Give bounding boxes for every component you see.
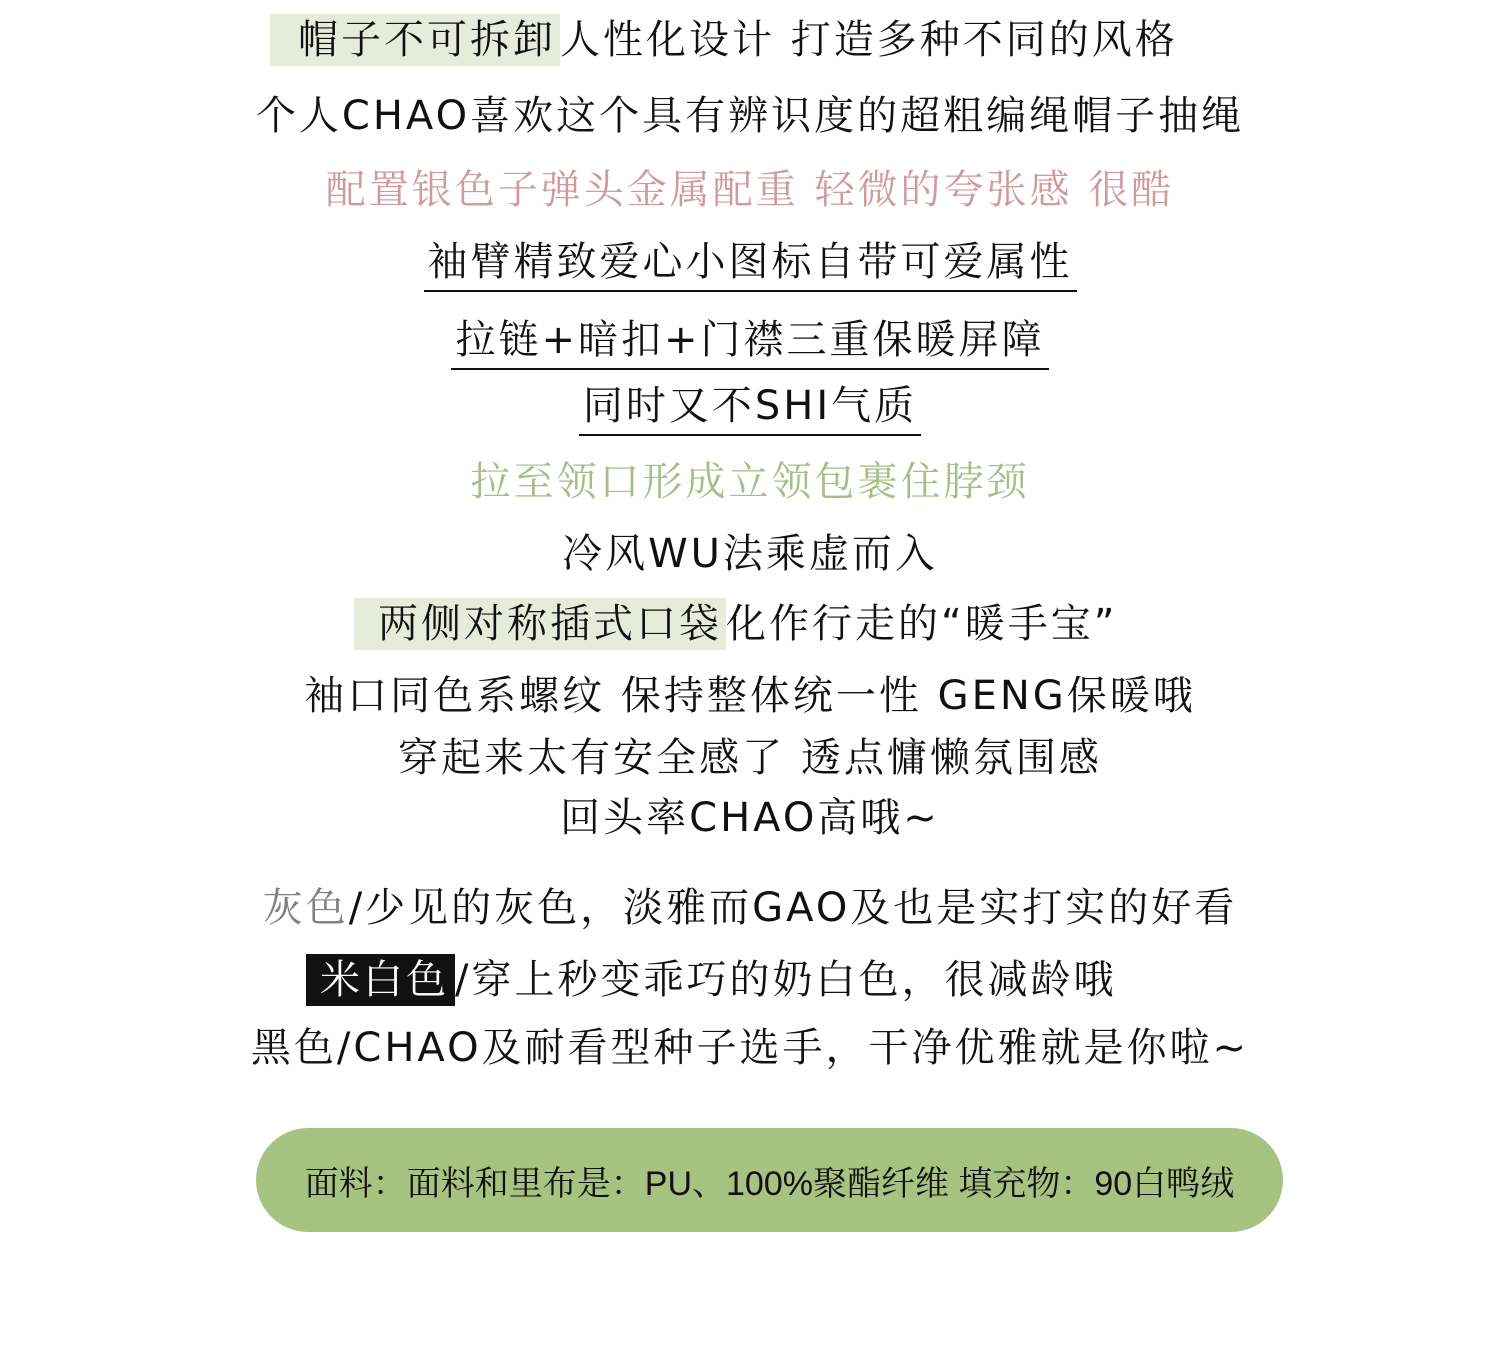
material-info-pill [256, 1128, 1283, 1232]
pockets-text: 化作行走的“暖手宝” [726, 601, 1118, 647]
feature-line-sleeve-icon [0, 236, 1500, 292]
temperament-text: 同时又不SHI气质 [579, 380, 921, 436]
feature-line-metal-weight: 配置银色子弹头金属配重 轻微的夸张感 很酷 [325, 167, 1175, 213]
feature-line-security: 穿起来太有安全感了 透点慵懒氛围感 [398, 735, 1102, 781]
material-info-text: 面料：面料和里布是：PU、100%聚酯纤维 填充物：90白鸭绒 [304, 1164, 1235, 1203]
color-line-gray [0, 882, 1500, 934]
feature-line-temperament [0, 380, 1500, 436]
highlight-hood-detachable: 帽子不可拆卸 [270, 14, 560, 66]
zipper-text: 拉链+暗扣+门襟三重保暖屏障 [451, 314, 1048, 370]
feature-line-wind: 冷风WU法乘虚而入 [562, 531, 938, 577]
color-name-gray: 灰色 [262, 885, 349, 931]
hood-design-text: 人性化设计 打造多种不同的风格 [560, 17, 1178, 63]
sleeve-icon-text: 袖臂精致爱心小图标自带可爱属性 [424, 236, 1077, 292]
feature-line-attention: 回头率CHAO高哦~ [560, 795, 940, 841]
highlight-pockets: 两侧对称插式口袋 [354, 598, 726, 650]
feature-line-pockets [354, 598, 1500, 650]
color-desc-offwhite: /穿上秒变乖巧的奶白色，很减龄哦 [455, 957, 1117, 1003]
color-line-offwhite [306, 954, 1500, 1006]
feature-line-drawstring: 个人CHAO喜欢这个具有辨识度的超粗编绳帽子抽绳 [255, 93, 1245, 139]
color-name-offwhite: 米白色 [306, 954, 455, 1006]
feature-line-zipper [0, 314, 1500, 370]
color-desc-gray: /少见的灰色，淡雅而GAO及也是实打实的好看 [348, 885, 1238, 931]
feature-line-cuffs: 袖口同色系螺纹 保持整体统一性 GENG保暖哦 [304, 673, 1196, 719]
feature-line-hood [270, 14, 1500, 66]
color-line-black: 黑色/CHAO及耐看型种子选手，干净优雅就是你啦~ [250, 1025, 1250, 1071]
feature-line-collar: 拉至领口形成立领包裹住脖颈 [470, 459, 1030, 505]
